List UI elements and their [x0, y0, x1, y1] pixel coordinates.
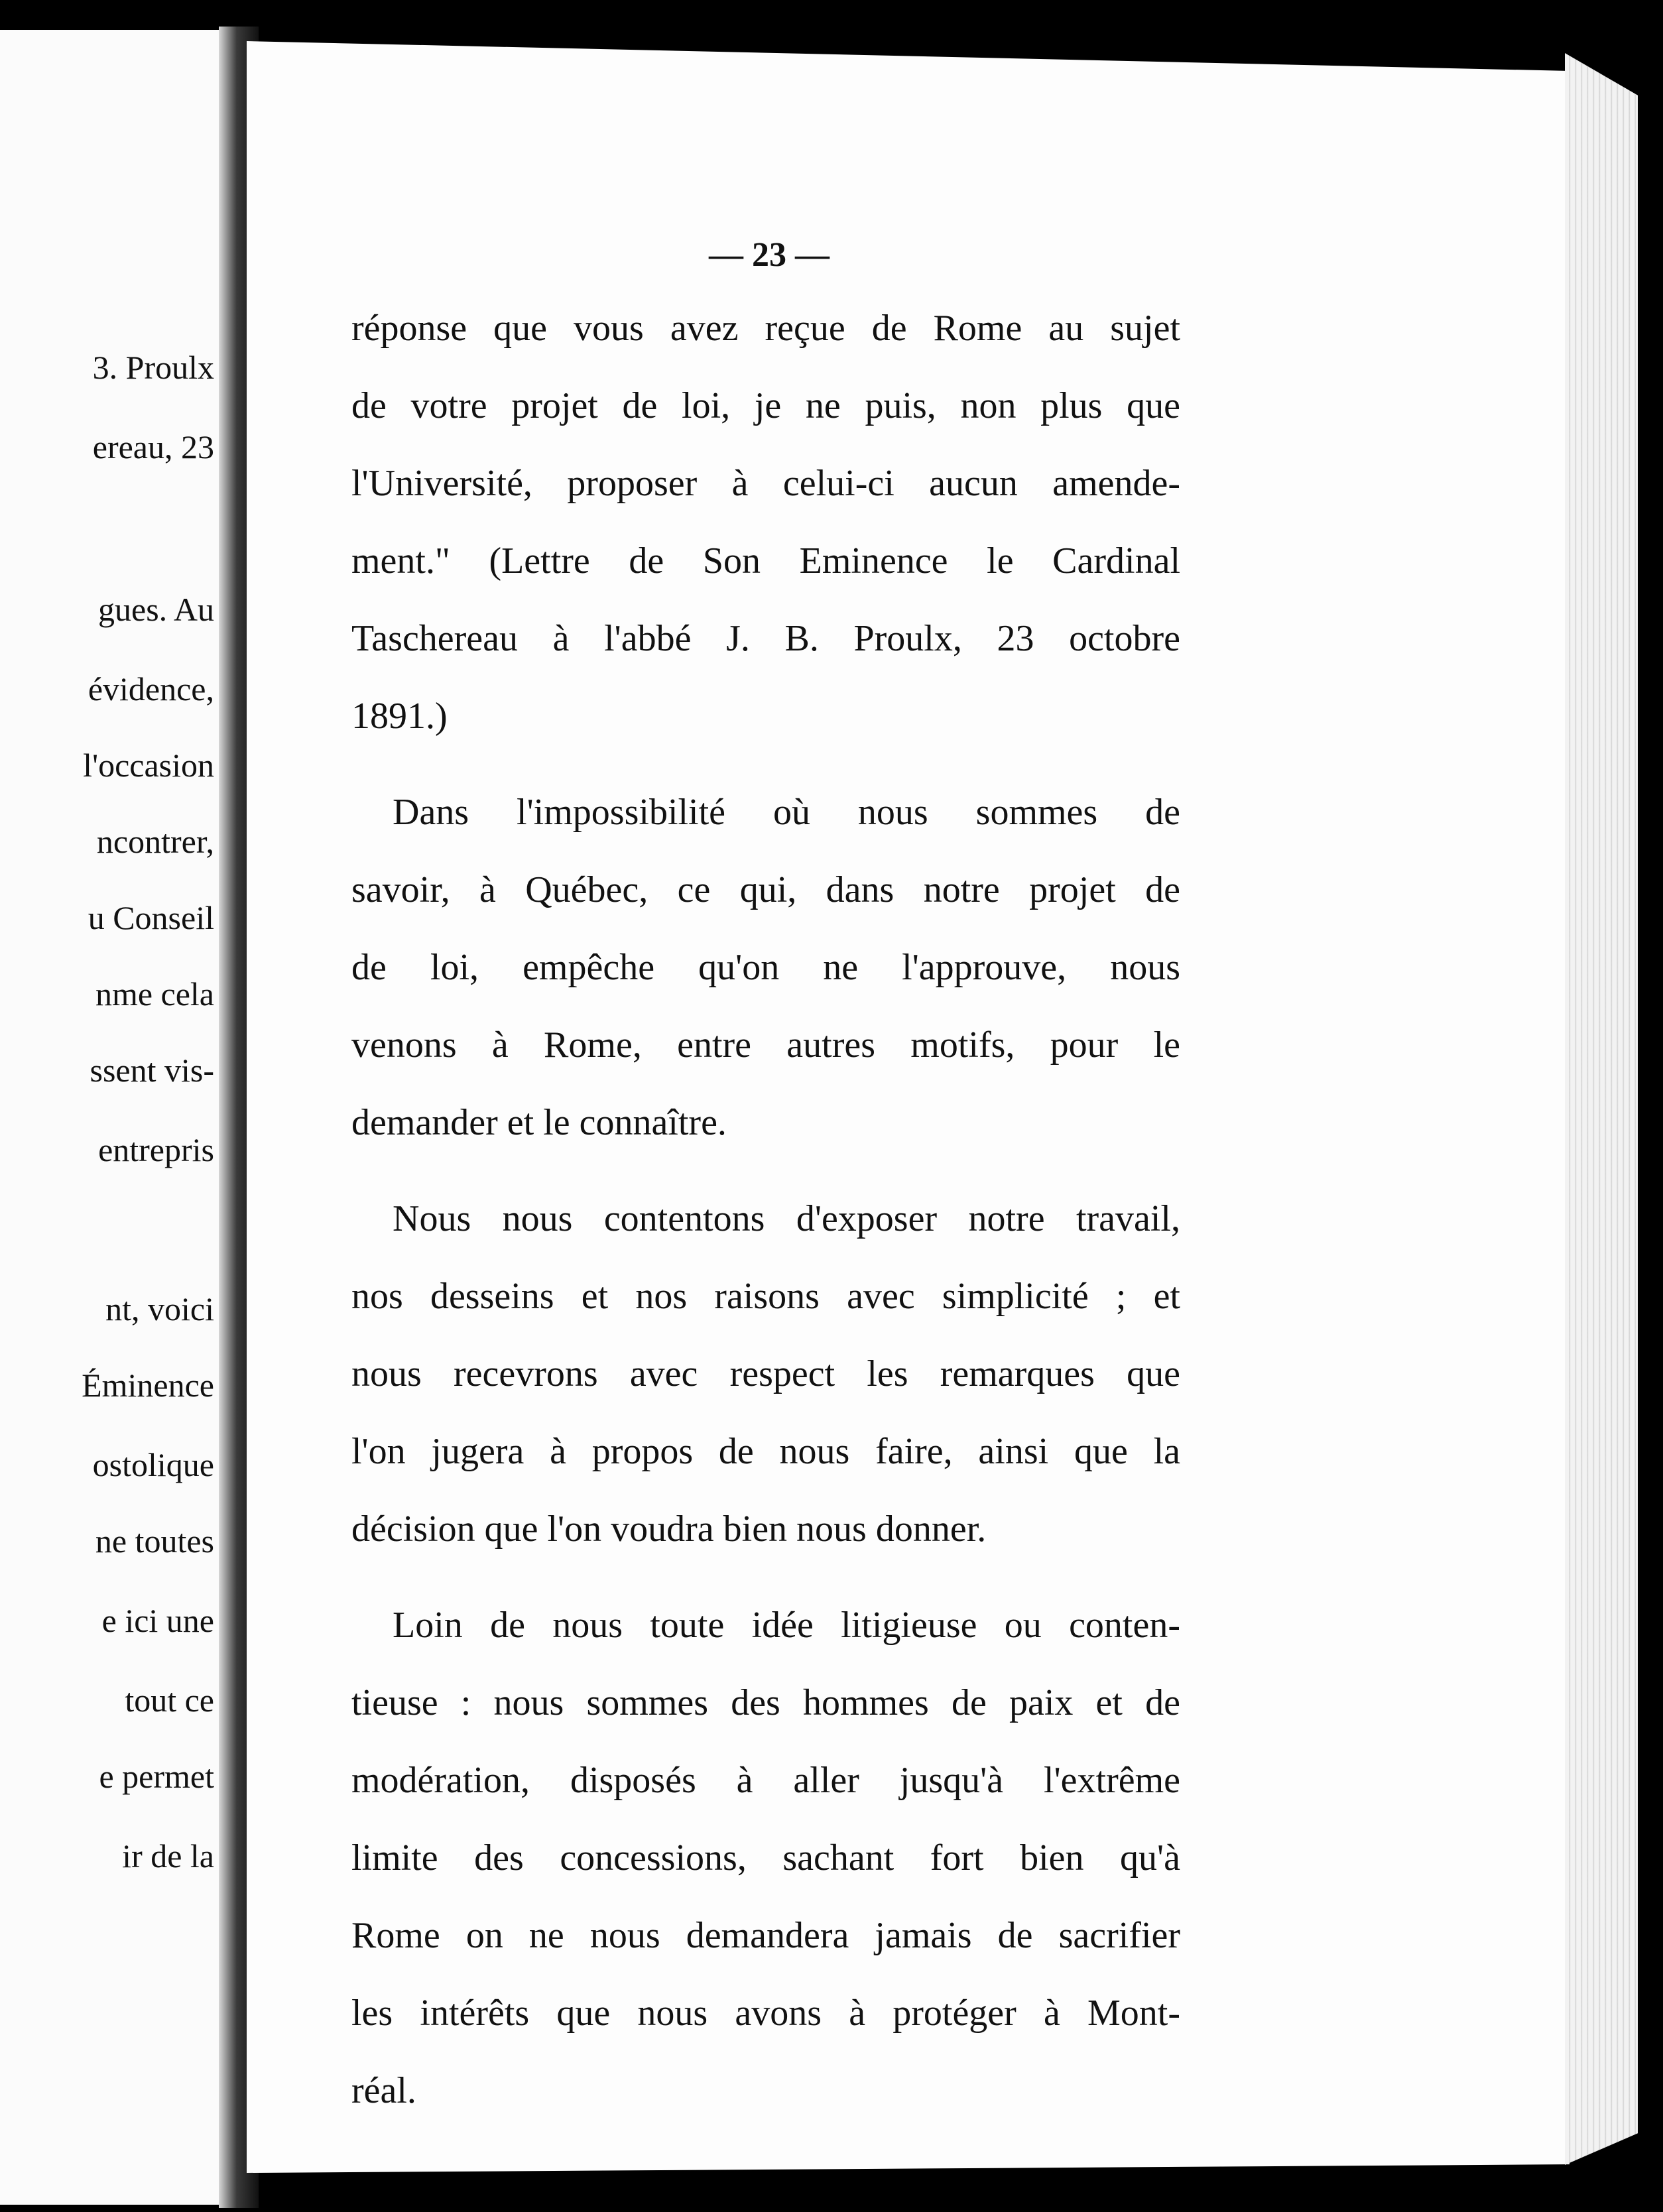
- text-line: décision que l'on voudra bien nous donner.: [351, 1508, 987, 1550]
- text-line: 1891.): [351, 696, 448, 737]
- left-page-fragment: l'occasion: [83, 747, 214, 784]
- text-line: Loin de nous toute idée litigieuse ou conten-: [393, 1605, 1180, 1646]
- left-page-fragment: ncontrer,: [96, 823, 214, 860]
- left-page-fragment: gues. Au: [98, 591, 214, 628]
- left-facing-page: [0, 30, 229, 2205]
- left-page-fragment: évidence,: [88, 670, 214, 707]
- text-line: l'Université, proposer à celui-ci aucun amende-: [351, 463, 1180, 504]
- text-line: nous recevrons avec respect les remarques que: [351, 1353, 1180, 1394]
- left-page-fragment: u Conseil: [88, 899, 214, 936]
- page-number: — 23 —: [709, 236, 830, 274]
- left-page-fragment: 3. Proulx: [92, 349, 214, 386]
- left-page-fragment: Éminence: [82, 1367, 214, 1404]
- text-line: l'on jugera à propos de nous faire, ainsi que la: [351, 1431, 1180, 1472]
- left-page-fragment: ereau, 23: [92, 428, 214, 465]
- left-page-fragment: nme cela: [95, 975, 214, 1013]
- left-page-fragment: ne toutes: [95, 1522, 214, 1560]
- text-line: les intérêts que nous avons à protéger à Mont-: [351, 1993, 1180, 2034]
- left-page-fragment: e permet: [99, 1758, 214, 1795]
- text-line: modération, disposés à aller jusqu'à l'extrême: [351, 1760, 1180, 1801]
- text-line: réponse que vous avez reçue de Rome au sujet: [351, 308, 1180, 349]
- left-page-fragment: tout ce: [125, 1682, 214, 1719]
- text-line: venons à Rome, entre autres motifs, pour le: [351, 1024, 1180, 1066]
- text-line: réal.: [351, 2070, 416, 2111]
- text-line: Nous nous contentons d'exposer notre travail,: [393, 1198, 1180, 1239]
- text-line: de votre projet de loi, je ne puis, non plus que: [351, 385, 1180, 426]
- text-line: demander et le connaître.: [351, 1102, 727, 1143]
- left-page-fragment: ir de la: [122, 1837, 214, 1874]
- left-page-fragment: nt, voici: [105, 1290, 214, 1327]
- text-line: limite des concessions, sachant fort bien qu'à: [351, 1837, 1180, 1878]
- text-line: nos desseins et nos raisons avec simplicité ; et: [351, 1276, 1180, 1317]
- text-line: savoir, à Québec, ce qui, dans notre projet de: [351, 869, 1180, 910]
- left-page-fragment: entrepris: [98, 1131, 214, 1168]
- text-line: de loi, empêche qu'on ne l'approuve, nous: [351, 947, 1180, 988]
- text-line: Dans l'impossibilité où nous sommes de: [393, 792, 1180, 833]
- left-page-fragment: e ici une: [101, 1602, 214, 1639]
- page-stack-edge: [1565, 53, 1638, 2165]
- text-line: Rome on ne nous demandera jamais de sacrifier: [351, 1915, 1180, 1956]
- text-line: tieuse : nous sommes des hommes de paix et de: [351, 1682, 1180, 1723]
- left-page-fragment: ostolique: [92, 1446, 214, 1483]
- left-page-fragment: ssent vis-: [90, 1052, 214, 1089]
- text-line: ment." (Lettre de Son Eminence le Cardinal: [351, 540, 1180, 582]
- text-line: Taschereau à l'abbé J. B. Proulx, 23 octobre: [351, 618, 1180, 659]
